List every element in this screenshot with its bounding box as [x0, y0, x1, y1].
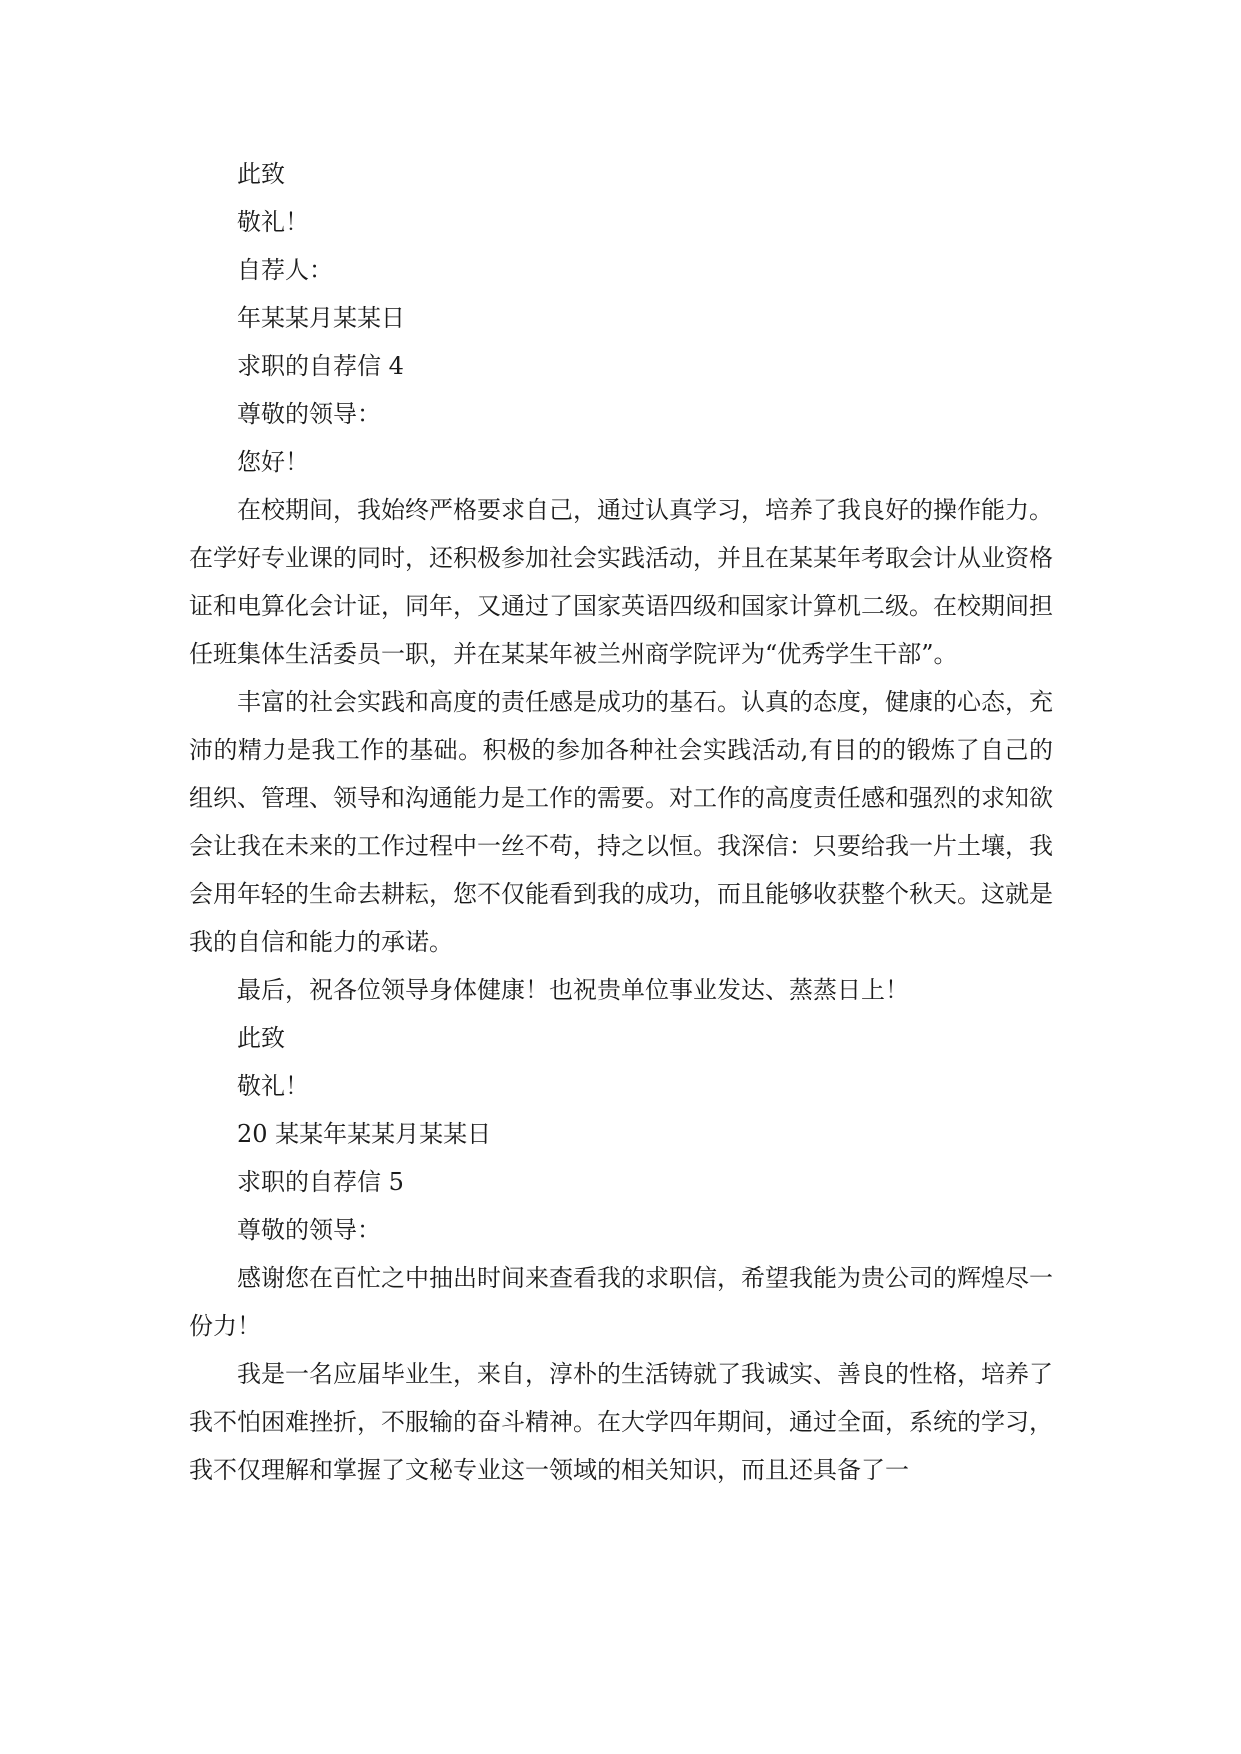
- closing-ci-zhi-1: 此致: [237, 160, 285, 188]
- letter-5-salutation: 尊敬的领导：: [237, 1216, 381, 1244]
- letter-4-wishes: 最后，祝各位领导身体健康！也祝贵单位事业发达、蒸蒸日上！: [237, 976, 909, 1004]
- letter-4-greeting: 您好！: [237, 448, 309, 476]
- letter-4-salutation: 尊敬的领导：: [237, 400, 381, 428]
- date-line-1: 年某某月某某日: [237, 304, 405, 332]
- letter-4-para-1: 在校期间，我始终严格要求自己，通过认真学习，培养了我良好的操作能力。在学好专业课的同时，还积极参加社会实践活动，并且在某某年考取会计从业资格证和电算化会计证，同年，又通过了国家英语四级和国家计算机二级。在校期间担任班集体生活委员一职，并在某某年被兰州商学院评为“优秀学生干部”。: [189, 496, 1053, 668]
- document-body: [189, 150, 1053, 1494]
- closing-jing-li-1: 敬礼！: [237, 208, 309, 236]
- letter-4-para-2: 丰富的社会实践和高度的责任感是成功的基石。认真的态度，健康的心态，充沛的精力是我工作的基础。积极的参加各种社会实践活动,有目的的锻炼了自己的组织、管理、领导和沟通能力是工作的需要。对工作的高度责任感和强烈的求知欲会让我在未来的工作过程中一丝不苟，持之以恒。我深信：只要给我一片土壤，我会用年轻的生命去耕耘，您不仅能看到我的成功，而且能够收获整个秋天。这就是我的自信和能力的承诺。: [189, 688, 1053, 956]
- closing-jing-li-2: 敬礼！: [237, 1072, 309, 1100]
- letter-4-title: 求职的自荐信 4: [237, 352, 404, 380]
- letter-5-para-1: 感谢您在百忙之中抽出时间来查看我的求职信，希望我能为贵公司的辉煌尽一份力！: [189, 1264, 1053, 1340]
- letter-5-title: 求职的自荐信 5: [237, 1168, 404, 1196]
- closing-ci-zhi-2: 此致: [237, 1024, 285, 1052]
- signature-label: 自荐人：: [237, 256, 333, 284]
- letter-5-para-2: 我是一名应届毕业生，来自，淳朴的生活铸就了我诚实、善良的性格，培养了我不怕困难挫折，不服输的奋斗精神。在大学四年期间，通过全面，系统的学习，我不仅理解和掌握了文秘专业这一领域的相关知识，而且还具备了一: [189, 1360, 1053, 1484]
- date-line-2: 20 某某年某某月某某日: [237, 1120, 492, 1148]
